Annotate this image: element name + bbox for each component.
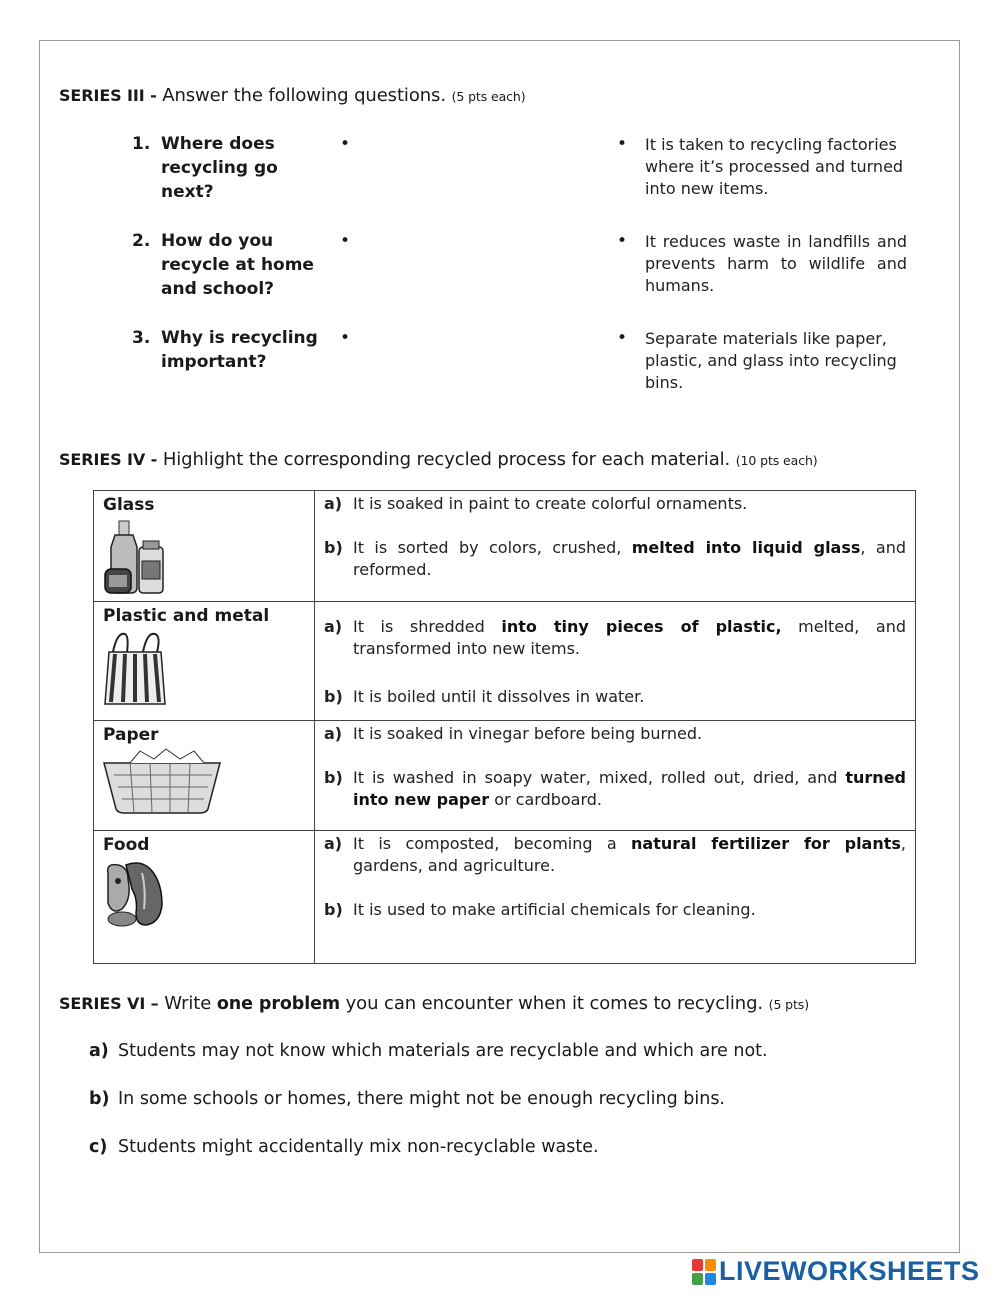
paper-basket-image [100,747,225,817]
material-name: Paper [103,725,159,745]
option-b[interactable]: b) It is boiled until it dissolves in water. [324,687,645,706]
option-a[interactable]: a) It is soaked in paint to create colorful ornaments. [324,494,748,513]
table-row [94,491,916,602]
answer-bullet: • [617,134,628,154]
food-scraps-image [102,859,172,929]
draggable-answer[interactable]: Separate materials like paper, plastic, and glass into recycling bins. [645,329,897,392]
answer-drop-slot[interactable]: • [340,231,351,251]
plastic-bag-image [103,628,173,710]
series6-header [59,993,809,1014]
draggable-answer[interactable]: It is taken to recycling factories where it’s processed and turned into new items. [645,135,904,198]
materials-table [93,490,916,964]
liveworksheets-logo[interactable] [692,1256,980,1287]
series4-instruction: Highlight the corresponding recycled process for each material. [162,449,731,470]
series3-header [59,85,526,106]
series3-points: (5 pts each) [451,89,526,104]
table-row [94,602,916,721]
question-number: 3. [132,328,151,348]
question-text: Why is recycling important? [161,328,318,372]
options-cell [315,831,916,964]
answer-drop-slot[interactable]: • [340,134,351,154]
material-name: Food [103,835,150,855]
option-a[interactable]: a) It is soaked in vinegar before being burned. [324,724,703,743]
material-cell [94,602,315,721]
question-text: Where does recycling go next? [161,134,278,202]
series4-points: (10 pts each) [735,453,818,468]
option-b[interactable]: b) It is used to make artificial chemicals for cleaning. [324,900,756,919]
series4-header [59,449,818,470]
problem-item[interactable]: b) In some schools or homes, there might not be enough recycling bins. [89,1089,725,1109]
series6-instruction-post: you can encounter when it comes to recycling. [345,993,764,1014]
liveworksheets-logo-icon [692,1259,716,1285]
series4-label: SERIES IV - [59,450,158,469]
material-cell [94,491,315,602]
option-b[interactable]: b) It is washed in soapy water, mixed, rolled out, dried, and turned into new paper or cardboard. [324,768,906,809]
material-name: Glass [103,495,155,515]
question-number: 2. [132,231,151,251]
series6-instruction-pre: Write [164,993,212,1014]
series6-instruction-bold: one problem [216,994,340,1014]
problem-item[interactable]: a) Students may not know which materials are recyclable and which are not. [89,1041,768,1061]
answer-drop-slot[interactable]: • [340,328,351,348]
glass-bottles-image [103,517,173,597]
options-cell [315,721,916,831]
draggable-answer[interactable]: It reduces waste in landfills and prevents harm to wildlife and humans. [645,232,907,295]
option-a[interactable]: a) It is shredded into tiny pieces of plastic, melted, and transformed into new items. [324,617,907,658]
option-b[interactable]: b) It is sorted by colors, crushed, melted into liquid glass, and reformed. [324,538,906,579]
brand-name: LIVEWORKSHEETS [719,1256,980,1286]
answer-bullet: • [617,328,628,348]
series3-instruction: Answer the following questions. [162,85,446,106]
material-name: Plastic and metal [103,606,270,626]
problem-item[interactable]: c) Students might accidentally mix non-recyclable waste. [89,1137,599,1157]
series6-points: (5 pts) [768,997,809,1012]
options-cell [315,491,916,602]
answer-bullet: • [617,231,628,251]
material-cell [94,831,315,964]
table-row [94,831,916,964]
series6-label: SERIES VI – [59,994,159,1013]
material-cell [94,721,315,831]
series3-label: SERIES III - [59,86,157,105]
option-a[interactable]: a) It is composted, becoming a natural fertilizer for plants, gardens, and agriculture. [324,834,907,875]
question-number: 1. [132,134,151,154]
question-text: How do you recycle at home and school? [161,231,314,299]
options-cell [315,602,916,721]
table-row [94,721,916,831]
